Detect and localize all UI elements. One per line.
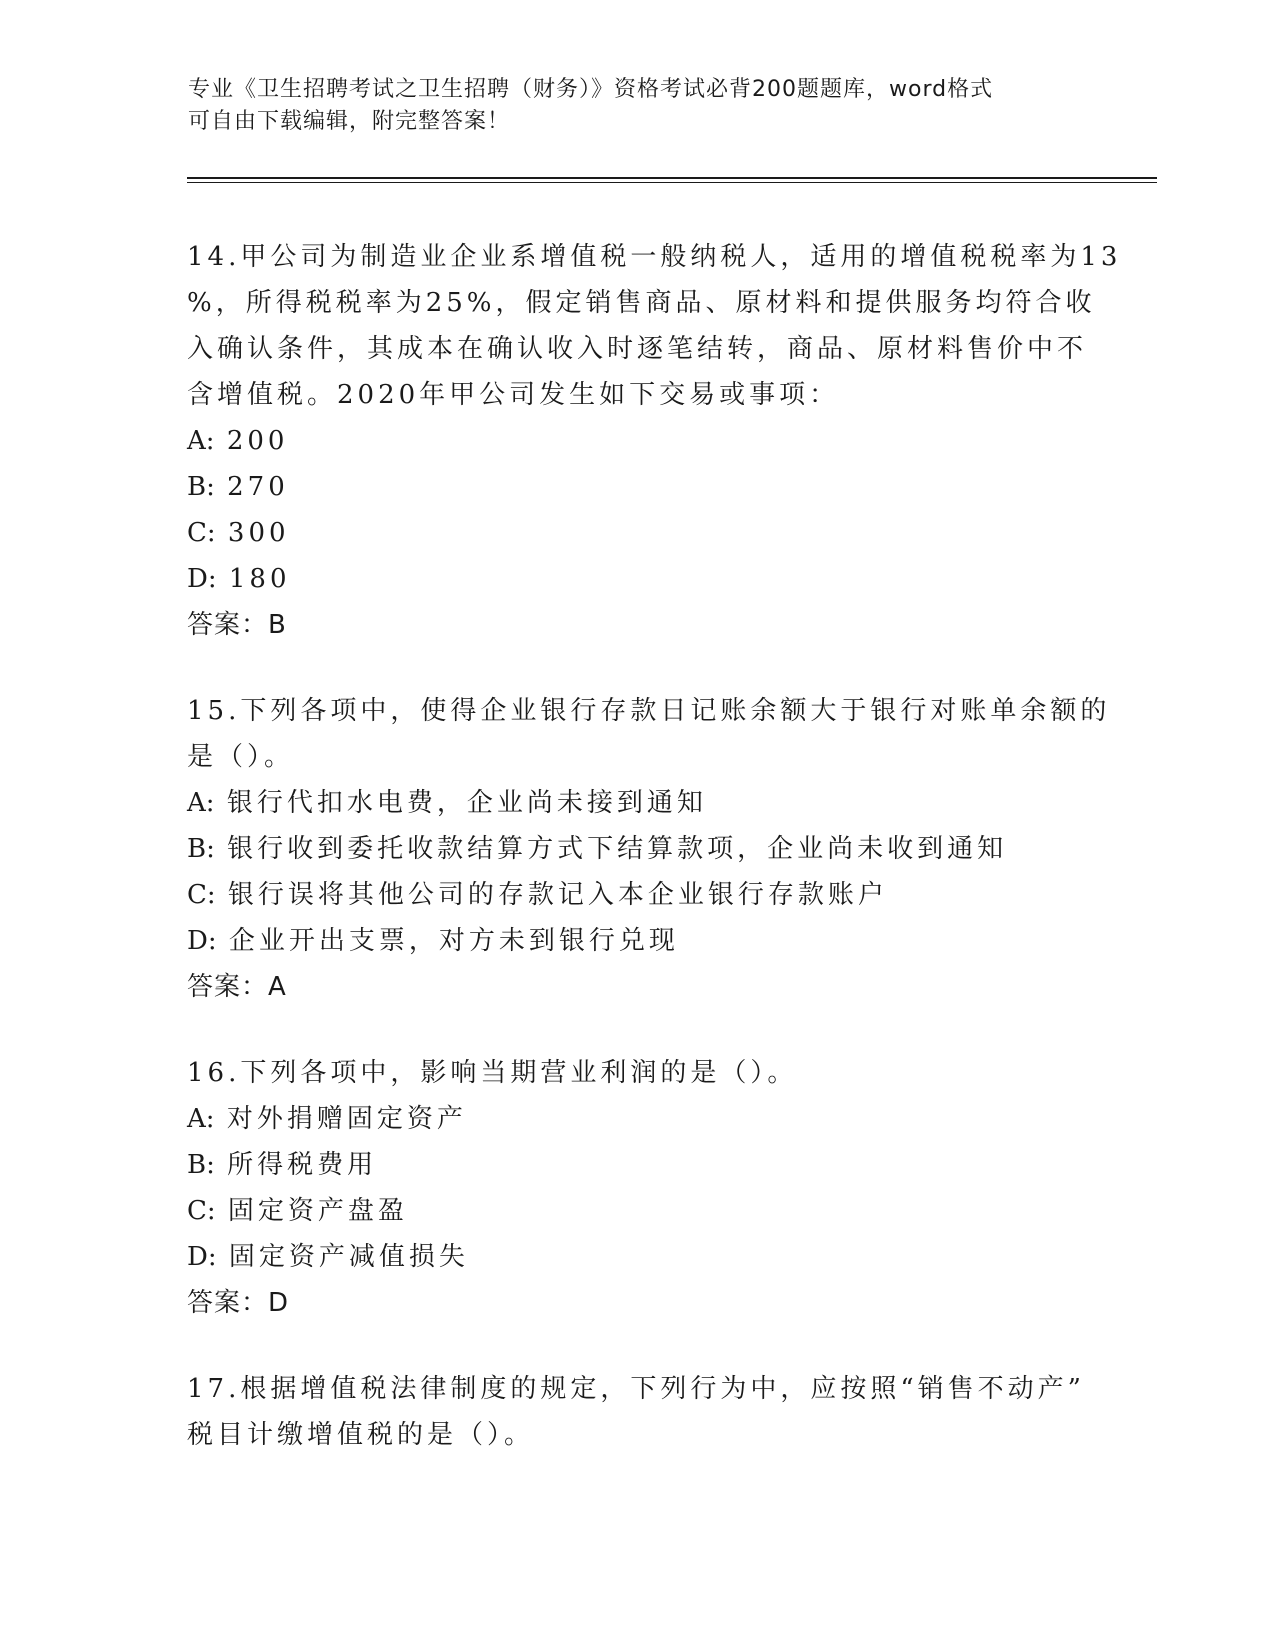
question-list (187, 234, 1122, 1498)
question-16 (187, 1050, 1087, 1326)
option-letter: C: (187, 880, 216, 910)
option-letter: C: (187, 1196, 216, 1226)
option-text: 180 (228, 564, 291, 594)
stem-line: 税目计缴增值税的是（）。 (187, 1420, 535, 1450)
option-text: 固定资产盘盈 (227, 1196, 408, 1226)
option-c (187, 510, 1087, 556)
option-a (187, 1096, 1087, 1142)
option-c (187, 872, 1087, 918)
header-rule-thick (187, 177, 1157, 179)
stem-line: 17.根据增值税法律制度的规定，下列行为中，应按照“销售不动产” (187, 1374, 1085, 1404)
question-stem (187, 688, 1111, 780)
option-d (187, 918, 1087, 964)
option-text: 所得税费用 (227, 1150, 378, 1180)
option-c (187, 1188, 1087, 1234)
question-15 (187, 688, 1111, 1010)
option-letter: B: (187, 472, 215, 502)
stem-line: 16.下列各项中，影响当期营业利润的是（）。 (187, 1058, 798, 1088)
option-letter: A: (187, 788, 215, 818)
option-text: 银行代扣水电费，企业尚未接到通知 (226, 788, 707, 818)
stem-line: 15.下列各项中，使得企业银行存款日记账余额大于银行对账单余额的 (187, 696, 1111, 726)
stem-line: 14.甲公司为制造业企业系增值税一般纳税人，适用的增值税税率为13 (187, 242, 1122, 272)
option-b (187, 464, 1087, 510)
header-line-1: 专业《卫生招聘考试之卫生招聘（财务）》资格考试必背200题题库，word格式 (188, 77, 994, 102)
stem-line: %，所得税税率为25%，假定销售商品、原材料和提供服务均符合收 (187, 288, 1096, 318)
header-rule-thin (187, 182, 1157, 183)
option-text: 对外捐赠固定资产 (226, 1104, 467, 1134)
option-text: 企业开出支票，对方未到银行兑现 (228, 926, 679, 956)
option-letter: D: (187, 1242, 217, 1272)
option-letter: B: (187, 834, 215, 864)
stem-line: 是（）。 (187, 742, 295, 772)
option-b (187, 1142, 1087, 1188)
option-letter: B: (187, 1150, 215, 1180)
stem-line: 入确认条件，其成本在确认收入时逐笔结转，商品、原材料售价中不 (187, 334, 1088, 364)
option-text: 300 (227, 518, 290, 548)
header-line-2: 可自由下载编辑，附完整答案！ (188, 109, 511, 134)
answer-label: 答案：A (187, 972, 287, 1002)
option-text: 固定资产减值损失 (228, 1242, 469, 1272)
option-letter: D: (187, 564, 217, 594)
option-text: 200 (226, 426, 289, 456)
stem-line: 含增值税。2020年甲公司发生如下交易或事项： (187, 380, 840, 410)
option-b (187, 826, 1087, 872)
question-17 (187, 1366, 1087, 1458)
option-letter: A: (187, 1104, 215, 1134)
option-d (187, 1234, 1087, 1280)
option-a (187, 780, 1087, 826)
answer-label: 答案：D (187, 1288, 290, 1318)
answer-label: 答案：B (187, 610, 287, 640)
question-stem (187, 234, 1122, 418)
option-text: 270 (227, 472, 289, 502)
option-text: 银行误将其他公司的存款记入本企业银行存款账户 (227, 880, 888, 910)
question-14 (187, 234, 1122, 648)
option-letter: D: (187, 926, 217, 956)
question-stem (187, 1050, 1087, 1096)
question-stem (187, 1366, 1087, 1458)
option-letter: C: (187, 518, 216, 548)
option-letter: A: (187, 426, 215, 456)
option-d (187, 556, 1087, 602)
document-header (188, 74, 1068, 138)
option-text: 银行收到委托收款结算方式下结算款项，企业尚未收到通知 (227, 834, 1008, 864)
option-a (187, 418, 1087, 464)
